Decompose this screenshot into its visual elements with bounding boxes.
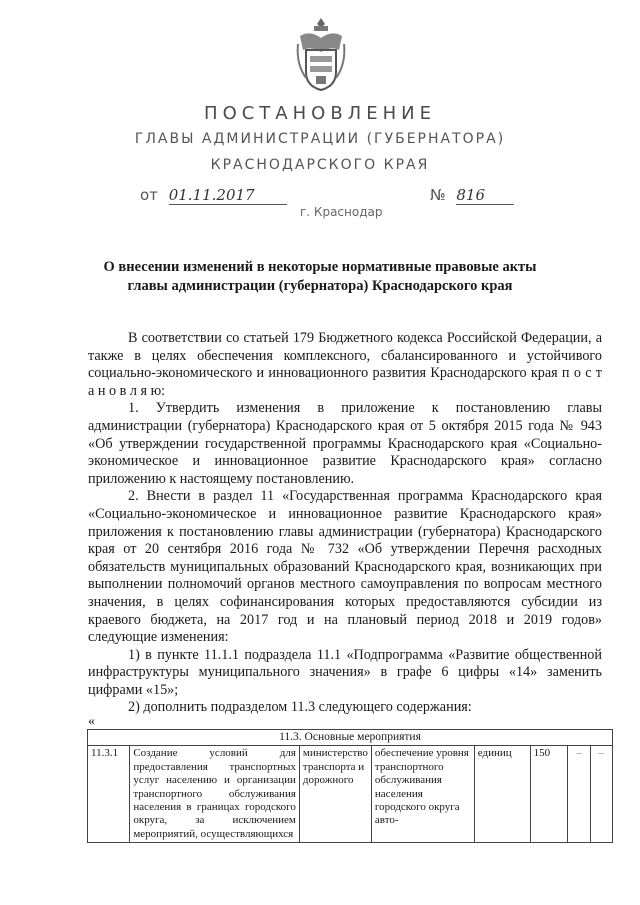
date-value: 01.11.2017 [169,186,287,205]
row-number-cell: 11.3.1 [88,746,130,843]
section-title-cell: 11.3. Основные мероприятия [88,730,613,746]
document-type-heading: ПОСТАНОВЛЕНИЕ [204,103,436,124]
paragraph-item-2: 2. Внести в раздел 11 «Государственная программа Краснодарского края «Социально-экономическое и инновационное развитие Краснодарского края» приложения к постановлению главы администрации (губернатора) Краснодарского края от 20 сентября 2016 года № 732 «Об утверждении Перечня расходных обязательств муниципальных образований Краснодарского края, возникающих при выполнении полномочий органов местного самоуправления по вопросам местного значения, в целях софинансирования которых предоставляются субсидии из краевого бюджета, на 2017 год и на плановый период 2018 и 2019 годов» следующие изменения: [88,488,602,646]
date-field [140,186,287,205]
value-cell: 150 [530,746,568,843]
opening-quote-mark: « [88,714,95,729]
region-heading: КРАСНОДАРСКОГО КРАЯ [210,157,430,173]
goal-cell: обеспечение уровня транспортного обслуживания населения городского округа авто- [371,746,474,843]
paragraph-subitem-2: 2) дополнить подразделом 11.3 следующего содержания: [128,699,472,716]
date-prefix: от [140,186,158,204]
paragraph-preamble: В соответствии со статьей 179 Бюджетного кодекса Российской Федерации, а также в целях обеспечения комплексного, сбалансированного и устойчивого социально-экономического и инновационного развития Краснодарского края п о с т а н о в л я ю: [88,330,602,399]
measures-table [87,729,613,843]
number-value: 816 [456,186,514,205]
table-section-row [88,730,613,746]
number-field [430,186,514,205]
city-label: г. Краснодар [300,205,383,219]
issuer-heading: ГЛАВЫ АДМИНИСТРАЦИИ (ГУБЕРНАТОРА) [134,131,506,147]
number-prefix: № [430,186,446,204]
ministry-cell: министерство транспорта и дорожного [299,746,371,843]
coat-of-arms-emblem [296,14,346,94]
paragraph-item-1: 1. Утвердить изменения в приложение к постановлению главы администрации (губернатора) Краснодарского края от 5 октября 2015 года № 943 «Об утверждении государственной программы Краснодарского края «Социально-экономическое и инновационное развитие Краснодарского края» согласно приложению к настоящему постановлению. [88,400,602,487]
value-2020-cell: – [590,746,612,843]
title-line-2: главы администрации (губернатора) Краснодарского края [127,278,513,294]
value-2019-cell: – [568,746,590,843]
document-title [60,258,580,296]
title-line-1: О внесении изменений в некоторые нормативные правовые акты [103,259,537,275]
table-row [88,746,613,843]
paragraph-subitem-1: 1) в пункте 11.1.1 подраздела 11.1 «Подпрограмма «Развитие общественной инфраструктуры муниципального значения» в графе 6 цифры «14» заменить цифрами «15»; [88,646,602,698]
document-body [88,330,602,717]
measure-name-cell: Создание условий для предоставления транспортных услуг населению и организации транспортного обслуживания населения в границах городского округа, за исключением мероприятий, осуществляющихся [130,746,300,843]
unit-cell: единиц [474,746,530,843]
